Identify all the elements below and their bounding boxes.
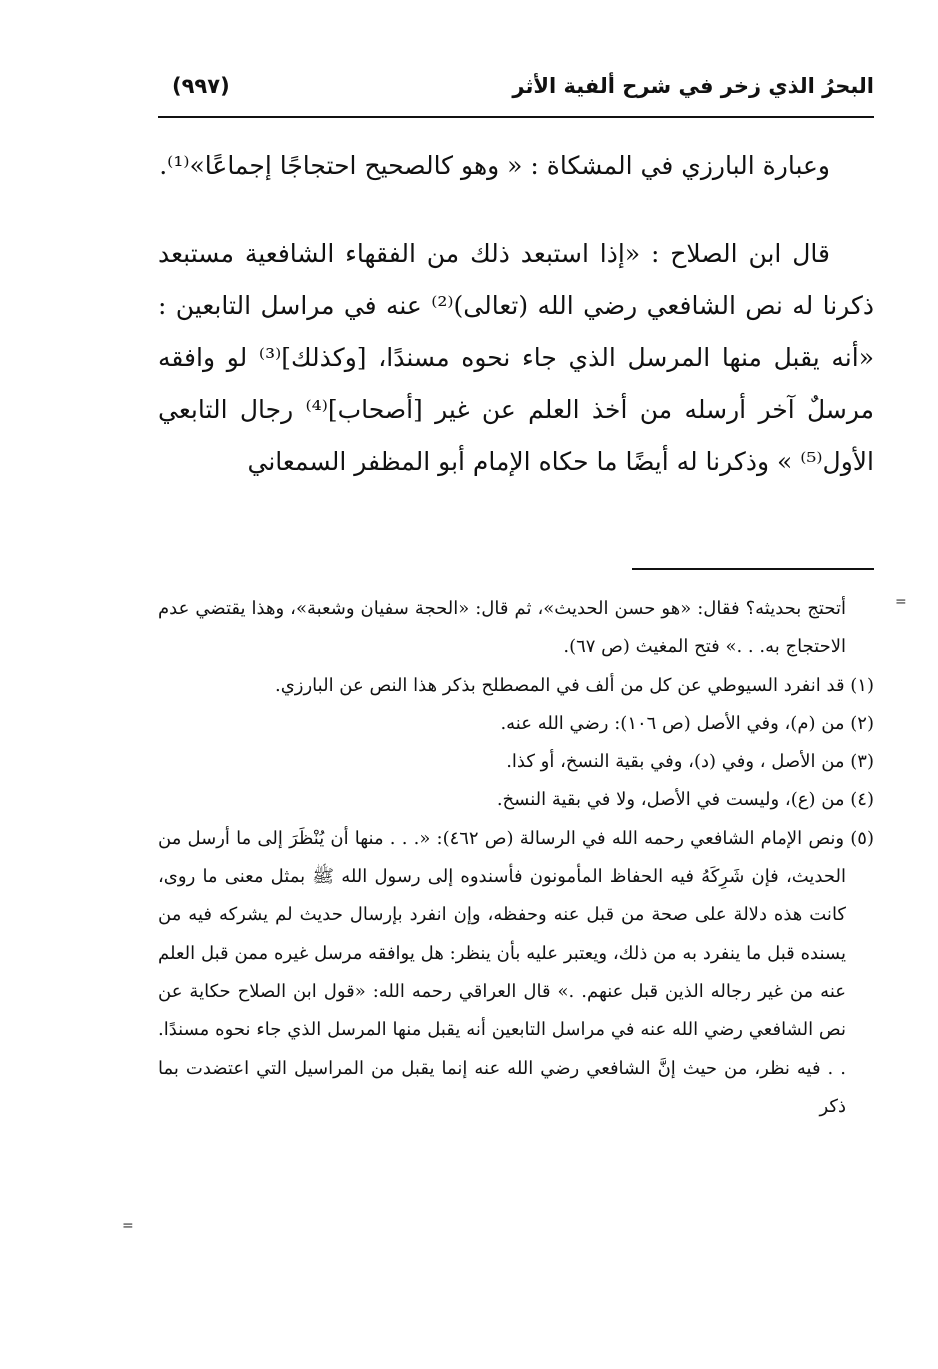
footnote-4: (٤) من (ع)، وليست في الأصل، ولا في بقية النسخ. [496, 789, 874, 811]
footnote-1: (١) قد انفرد السيوطي عن كل من ألف في المصطلح بذكر هذا النص عن البارزي. [274, 674, 874, 696]
footnote-separator [632, 568, 874, 570]
page-number: (٩٩٧) [172, 74, 230, 98]
paragraph: قال ابن الصلاح : «إذا استبعد ذلك من الفقهاء الشافعية مستبعد ذكرنا له نص الشافعي رضي الله (تعالى)⁽²⁾ عنه في مراسل التابعين : «أنه يقبل منها المرسل الذي جاء نحوه مسندًا، [وكذلك]⁽³⁾ لو وافقه مرسلٌ آخر أرسله من أخذ العلم عن غير [أصحاب]⁽⁴⁾ رجال التابعي الأول⁽⁵⁾ » وذكرنا له أيضًا ما حكاه الإمام أبو المظفر السمعاني [158, 239, 875, 476]
footnote-3: (٣) من الأصل ، وفي (د)، وفي بقية النسخ، أو كذا. [506, 751, 874, 773]
continuation-mark-top: = [895, 594, 907, 610]
footnote-continuation: أتحتج بحديثه؟ فقال: «هو حسن الحديث»، ثم قال: «الحجة سفيان وشعبة»، وهذا يقتضي عدم الاحتجاج به. . .» فتح المغيث (ص ٦٧). [158, 598, 846, 658]
footnotes [158, 590, 874, 1126]
paragraph: وعبارة البارزي في المشكاة : « وهو كالصحيح احتجاجًا إجماعًا»⁽¹⁾. [159, 151, 830, 180]
continuation-mark-bottom: = [122, 1218, 134, 1234]
page-header [158, 70, 874, 114]
footnote-5: (٥) ونص الإمام الشافعي رحمه الله في الرسالة (ص ٤٦٢): «. . . منها أن يُنْظَرَ إلى ما أرسل من الحديث، فإن شَرِكَهُ فيه الحفاظ المأمونون فأسندوه إلى رسول الله ﷺ بمثل معنى ما روى، كانت هذه دلالة على صحة من قبل عنه وحفظه، وإن انفرد بإرسال حديث لم يشركه فيه من يسنده قبل ما ينفرد به من ذلك، ويعتبر عليه بأن ينظر: هل يوافقه مرسل غيره ممن قبل العلم عنه من غير رجاله الذين قبل عنهم. .» قال العراقي رحمه الله: «قول ابن الصلاح حكاية عن نص الشافعي رضي الله عنه في مراسل التابعين أنه يقبل منها المرسل الذي جاء نحوه مسندًا. . . فيه نظر، من حيث إنَّ الشافعي رضي الله عنه إنما يقبل من المراسيل التي اعتضدت بما ذكر [158, 827, 874, 1117]
footnote-2: (٢) من (م)، وفي الأصل (ص ١٠٦): رضي الله عنه. [500, 712, 874, 734]
running-title: البحرُ الذي زخر في شرح ألفية الأثر [512, 74, 874, 98]
header-rule [158, 116, 874, 118]
main-text [158, 140, 874, 488]
